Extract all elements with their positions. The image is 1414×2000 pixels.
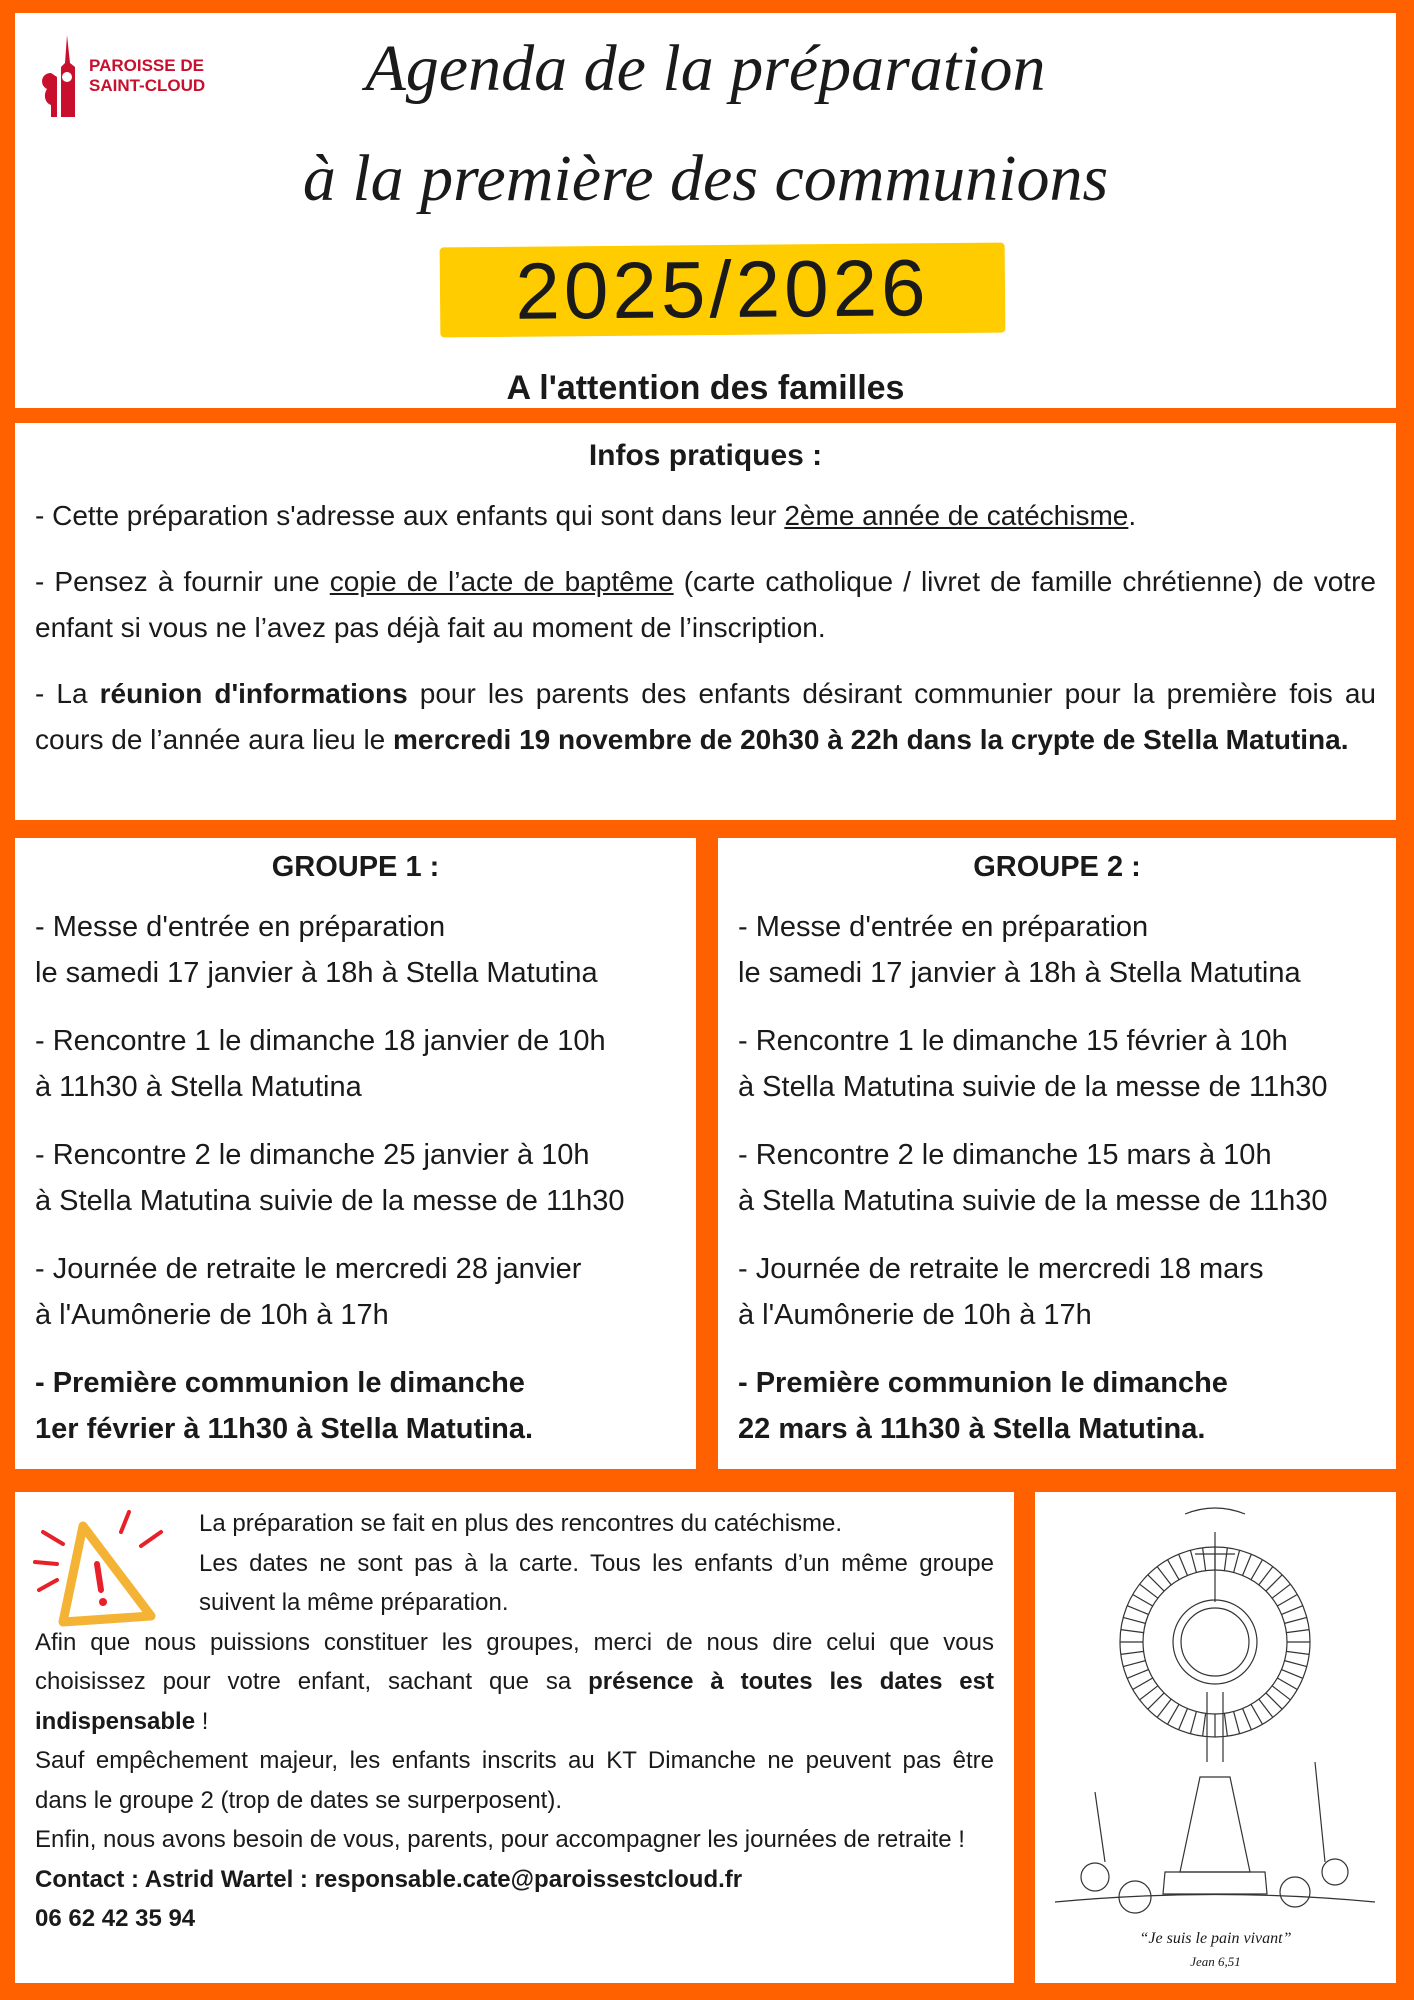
monstrance-ray <box>1140 1584 1158 1598</box>
line: 1er février à 11h30 à Stella Matutina. <box>35 1413 534 1445</box>
monstrance-ray <box>1140 1686 1158 1700</box>
monstrance-ray <box>1203 1713 1206 1736</box>
line: - Rencontre 2 le dimanche 15 mars à 10h <box>738 1139 1272 1171</box>
text: . <box>1128 500 1137 531</box>
monstrance-ray <box>1285 1617 1307 1623</box>
monstrance-ray <box>1157 1567 1171 1585</box>
monstrance-ray <box>1148 1575 1164 1591</box>
text: - Pensez à fournir une <box>35 566 330 597</box>
monstrance-ray <box>1272 1584 1290 1598</box>
monstrance-ray <box>1286 1630 1309 1633</box>
text: Afin que nous puissions constituer les groupes, merci de nous dire celui que vous choisissez pour votre enfant, sachant que sa <box>35 1628 994 1695</box>
line: - Messe d'entrée en préparation <box>738 911 1149 943</box>
monstrance-ray <box>1266 1693 1282 1709</box>
monstrance-ray <box>1168 1704 1180 1724</box>
schedule-item-communion <box>738 1360 1376 1452</box>
underlined-text: 2ème année de catéchisme <box>784 500 1129 531</box>
infos-heading: Infos pratiques : <box>588 439 823 472</box>
monstrance-ray <box>1286 1651 1309 1654</box>
line: à Stella Matutina suivie de la messe de 11h30 <box>35 1185 625 1217</box>
title-line1: Agenda de la préparation <box>365 32 1046 105</box>
monstrance-ray <box>1157 1699 1171 1717</box>
monstrance-ray <box>1179 1554 1188 1575</box>
monstrance-ray <box>1251 1704 1263 1724</box>
note-line: La préparation se fait en plus des rencontres du catéchisme. <box>199 1510 843 1537</box>
monstrance-ray <box>1133 1678 1153 1690</box>
warning-icon <box>33 1504 173 1644</box>
monstrance-ray <box>1203 1548 1206 1571</box>
monstrance-ray <box>1127 1606 1148 1615</box>
monstrance-ray <box>1179 1709 1188 1730</box>
monstrance-ray <box>1123 1617 1145 1623</box>
monstrance-ray <box>1133 1595 1153 1607</box>
monstrance-ray <box>1224 1713 1227 1736</box>
monstrance-ray <box>1285 1661 1307 1667</box>
title-line2: à la première des communions <box>302 142 1109 215</box>
line: à l'Aumônerie de 10h à 17h <box>35 1299 389 1331</box>
phone: 06 62 42 35 94 <box>35 1905 196 1932</box>
bold-text: mercredi 19 novembre de 20h30 à 22h dans la crypte de Stella Matutina. <box>393 724 1349 755</box>
text: - La <box>35 678 100 709</box>
info-meeting <box>35 671 1376 763</box>
schedule-item <box>738 1246 1376 1338</box>
monstrance-ray <box>1234 1712 1240 1734</box>
bold-text: présence à toutes les dates est indispensable <box>35 1668 994 1735</box>
year-highlight <box>440 243 1006 338</box>
illustration-reference: Jean 6,51 <box>1190 1954 1241 1969</box>
monstrance-ray <box>1243 1709 1252 1730</box>
schedule-item-communion <box>35 1360 676 1452</box>
monstrance-drawing <box>1035 1492 1396 1983</box>
monstrance-ray <box>1282 1670 1303 1679</box>
schedule-item <box>35 1246 676 1338</box>
schedule-item <box>738 904 1376 996</box>
line: à Stella Matutina suivie de la messe de 11h30 <box>738 1071 1328 1103</box>
line: - Messe d'entrée en préparation <box>35 911 446 943</box>
line: - Journée de retraite le mercredi 28 janvier <box>35 1253 582 1285</box>
group-title: GROUPE 1 : <box>271 851 440 883</box>
monstrance-ray <box>1123 1661 1145 1667</box>
text: - Cette préparation s'adresse aux enfants qui sont dans leur <box>35 500 785 531</box>
line: - Première communion le dimanche <box>35 1367 525 1399</box>
monstrance-ray <box>1224 1548 1227 1571</box>
notes-panel <box>15 1492 1014 1983</box>
header-panel <box>15 13 1396 408</box>
logo-line2: SAINT-CLOUD <box>89 76 206 95</box>
monstrance-ray <box>1127 1670 1148 1679</box>
line: 22 mars à 11h30 à Stella Matutina. <box>738 1413 1206 1445</box>
monstrance-ray <box>1282 1606 1303 1615</box>
monstrance-ray <box>1277 1595 1297 1607</box>
info-baptism <box>35 559 1376 651</box>
contact: Contact : Astrid Wartel : responsable.cate@paroissestcloud.fr <box>35 1865 743 1893</box>
monstrance-ray <box>1277 1678 1297 1690</box>
note-line <box>35 1623 994 1742</box>
monstrance-ray <box>1272 1686 1290 1700</box>
line: à Stella Matutina suivie de la messe de 11h30 <box>738 1185 1328 1217</box>
monstrance-illustration <box>1035 1492 1396 1983</box>
schedule-item <box>738 1018 1376 1110</box>
infos-panel <box>15 423 1396 820</box>
monstrance-ray <box>1121 1651 1144 1654</box>
line: le samedi 17 janvier à 18h à Stella Matutina <box>35 957 598 989</box>
subtitle: A l'attention des familles <box>506 369 905 407</box>
underlined-text: copie de l’acte de baptême <box>329 566 674 597</box>
line: le samedi 17 janvier à 18h à Stella Matutina <box>738 957 1301 989</box>
line: à l'Aumônerie de 10h à 17h <box>738 1299 1092 1331</box>
group-1-panel <box>15 838 696 1469</box>
line: - Rencontre 1 le dimanche 18 janvier de 10h <box>35 1025 606 1057</box>
schedule-item <box>738 1132 1376 1224</box>
line: - Rencontre 2 le dimanche 25 janvier à 10h <box>35 1139 590 1171</box>
monstrance-ray <box>1243 1554 1252 1575</box>
bold-text: réunion d'informations <box>99 678 408 709</box>
schedule-item <box>35 904 676 996</box>
group-2-panel <box>718 838 1396 1469</box>
monstrance-ray <box>1251 1560 1263 1580</box>
line: - Rencontre 1 le dimanche 15 février à 10h <box>738 1025 1288 1057</box>
monstrance-ray <box>1259 1699 1273 1717</box>
monstrance-ray <box>1190 1712 1196 1734</box>
note-line: Enfin, nous avons besoin de vous, parents, pour accompagner les journées de retraite ! <box>35 1826 965 1853</box>
schedule-item <box>35 1018 676 1110</box>
group-title: GROUPE 2 : <box>973 851 1141 883</box>
line: à 11h30 à Stella Matutina <box>35 1071 362 1103</box>
monstrance-ray <box>1121 1630 1144 1633</box>
monstrance-ray <box>1259 1567 1273 1585</box>
line: - Journée de retraite le mercredi 18 mars <box>738 1253 1264 1285</box>
info-audience <box>35 493 1376 539</box>
note-line: Les dates ne sont pas à la carte. Tous les enfants d’un même groupe suivent la même préparation. <box>199 1549 994 1616</box>
monstrance-ray <box>1266 1575 1282 1591</box>
text: pour les parents des enfants désirant communier pour la première fois au cours de l’année aura lieu le <box>35 678 1377 755</box>
logo-line1: PAROISSE DE <box>89 56 204 75</box>
note-line: Sauf empêchement majeur, les enfants inscrits au KT Dimanche ne peuvent pas être dans le groupe 2 (trop de dates se surperposent). <box>35 1747 994 1814</box>
monstrance-ray <box>1148 1693 1164 1709</box>
line: - Première communion le dimanche <box>738 1367 1228 1399</box>
schedule-item <box>35 1132 676 1224</box>
school-year: 2025/2026 <box>515 243 930 336</box>
text: (carte catholique / livret de famille chrétienne) de votre enfant si vous ne l’avez pas déjà fait au moment de l’inscription. <box>35 566 1376 643</box>
illustration-caption: “Je suis le pain vivant” <box>1139 1930 1292 1947</box>
text: ! <box>195 1707 209 1735</box>
monstrance-ray <box>1168 1560 1180 1580</box>
